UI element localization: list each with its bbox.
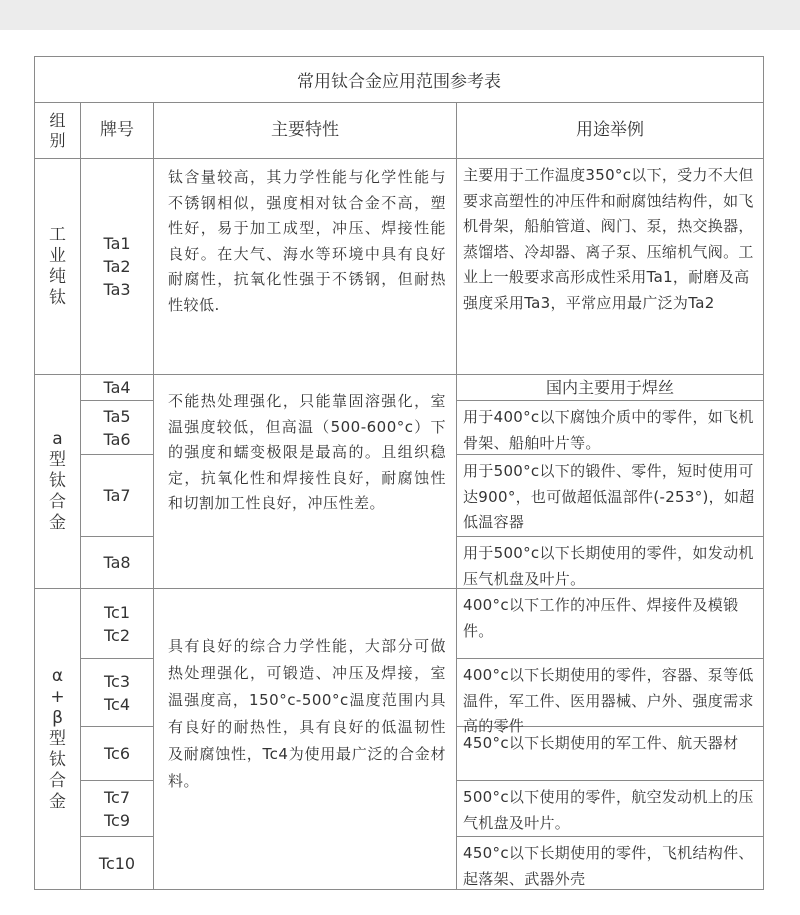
header-properties: 主要特性 <box>154 103 457 159</box>
usage-cell: 主要用于工作温度350°c以下，受力不大但要求高塑性的冲压件和耐腐蚀结构件，如飞机骨架，船舶管道、阀门、泵，热交换器，蒸馏塔、冷却器、离子泵、压缩机气阀。工业上一般要求高形成性采用Ta1，耐磨及高强度采用Ta3，平常应用最广泛为Ta2 <box>457 159 763 375</box>
properties-cell: 具有良好的综合力学性能，大部分可做热处理强化，可锻造、冲压及焊接，室温强度高，150°c-500°c温度范围内具有良好的耐热性，具有良好的低温韧性及耐腐蚀性，Tc4为使用最广泛的合金材料。 <box>154 589 457 889</box>
brand-cell: Ta4 <box>81 375 154 401</box>
titanium-alloy-table <box>34 56 764 890</box>
usage-cell: 国内主要用于焊丝 <box>457 375 763 401</box>
brand-cell: Ta5 Ta6 <box>81 401 154 455</box>
group-name-alpha-titanium: a型钛合金 <box>35 375 81 589</box>
brand-cell: Tc6 <box>81 727 154 781</box>
properties-cell: 钛含量较高，其力学性能与化学性能与不锈钢相似，强度相对钛合金不高，塑性好，易于加工成型，冲压、焊接性能良好。在大气、海水等环境中具有良好耐腐性，抗氧化性强于不锈钢，但耐热性较低. <box>154 159 457 375</box>
brand-cell: Ta1 Ta2 Ta3 <box>81 159 154 375</box>
header-brand: 牌号 <box>81 103 154 159</box>
usage-cell: 500°c以下使用的零件，航空发动机上的压气机盘及叶片。 <box>457 781 763 837</box>
usage-cell: 400°c以下长期使用的零件，容器、泵等低温件，军工件、医用器械、户外、强度需求高的零件 <box>457 659 763 727</box>
header-group: 组别 <box>35 103 81 159</box>
properties-cell: 不能热处理强化，只能靠固溶强化，室温强度较低，但高温（500-600°c）下的强度和蠕变极限是最高的。且组织稳定，抗氧化性和焊接性良好，耐腐蚀性和切割加工性良好，冲压性差。 <box>154 375 457 589</box>
brand-cell: Ta7 <box>81 455 154 537</box>
usage-cell: 400°c以下工作的冲压件、焊接件及模锻件。 <box>457 589 763 659</box>
brand-cell: Tc7 Tc9 <box>81 781 154 837</box>
brand-cell: Tc3 Tc4 <box>81 659 154 727</box>
usage-cell: 用于500°c以下的锻件、零件，短时使用可达900°，也可做超低温部件(-253°)，如超低温容器 <box>457 455 763 537</box>
brand-cell: Ta8 <box>81 537 154 589</box>
usage-cell: 用于500°c以下长期使用的零件，如发动机压气机盘及叶片。 <box>457 537 763 589</box>
usage-cell: 450°c以下长期使用的军工件、航天器材 <box>457 727 763 781</box>
usage-cell: 450°c以下长期使用的零件，飞机结构件、起落架、武器外壳 <box>463 844 754 888</box>
group-name-alpha-beta-titanium: α+β型钛合金 <box>35 589 81 889</box>
usage-cell: 用于400°c以下腐蚀介质中的零件，如飞机骨架、船舶叶片等。 <box>457 401 763 455</box>
group-name-pure-titanium: 工业纯钛 <box>35 159 81 375</box>
brand-cell: Tc1 Tc2 <box>81 589 154 659</box>
header-usage: 用途举例 <box>457 103 763 159</box>
table-title: 常用钛合金应用范围参考表 <box>35 57 763 103</box>
brand-cell: Tc10 <box>81 837 154 889</box>
top-bar <box>0 0 800 30</box>
